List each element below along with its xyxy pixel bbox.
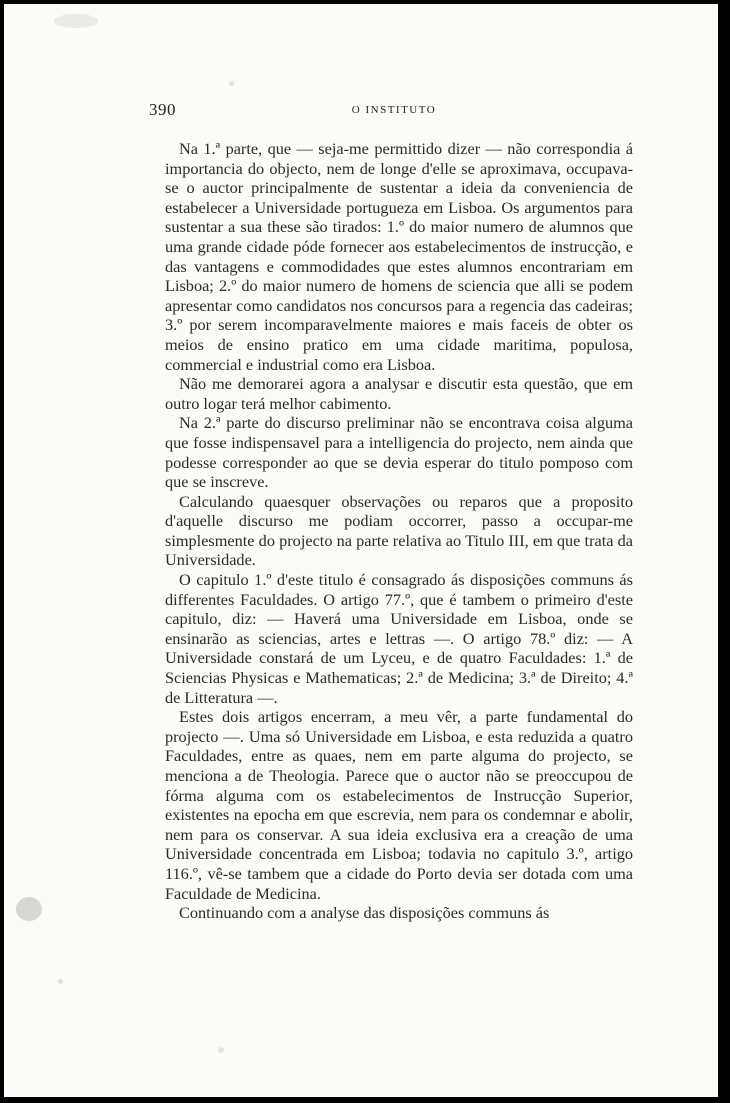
paper-speck xyxy=(229,81,234,86)
journal-title: O INSTITUTO xyxy=(351,104,437,116)
paragraph: Continuando com a analyse das disposições communs ás xyxy=(179,903,550,923)
body-text xyxy=(165,139,633,923)
paper-stain xyxy=(54,14,98,28)
paper-stain xyxy=(16,897,42,921)
paragraph: O capitulo 1.º d'este titulo é consagrado ás disposições communs ás differentes Faculdades. O artigo 77.º, que é tambem o primeiro d'este capitulo, diz: — Haverá uma Universidade em Lisboa, onde se ensinarão as sciencias, artes e lettras —. O artigo 78.º diz: — A Universidade constará de um Lyceu, e de quatro Faculdades: 1.ª de Sciencias Physicas e Mathematicas; 2.ª de Medicina; 3.ª de Direito; 4.ª de Litteratura —. xyxy=(165,570,633,707)
paragraph: Estes dois artigos encerram, a meu vêr, a parte fundamental do projecto —. Uma só Universidade em Lisboa, e esta reduzida a quatro Faculdades, entre as quaes, nem em parte alguma do projecto, se menciona a de Theologia. Parece que o auctor não se preoccupou de fórma alguma com os estabelecimentos de Instrucção Superior, existentes na epocha em que escrevia, nem para os condemnar e abolir, nem para os conservar. A sua ideia exclusiva era a creação de uma Universidade concentrada em Lisboa; todavia no capitulo 3.º, artigo 116.º, vê-se tambem que a cidade do Porto devia ser dotada com uma Faculdade de Medicina. xyxy=(165,707,633,903)
paragraph: Não me demorarei agora a analysar e discutir esta questão, que em outro logar terá melhor cabimento. xyxy=(165,374,633,413)
running-head xyxy=(149,100,639,126)
paper-speck xyxy=(58,979,63,984)
page-number: 390 xyxy=(149,100,176,119)
paragraph: Na 2.ª parte do discurso preliminar não se encontrava coisa alguma que fosse indispensavel para a intelligencia do projecto, nem ainda que podesse corresponder ao que se devia esperar do titulo pomposo com que se inscreve. xyxy=(165,413,633,492)
paragraph: Na 1.ª parte, que — seja-me permittido dizer — não correspondia á importancia do objecto, nem de longe d'elle se aproximava, occupava-se o auctor principalmente de sustentar a ideia da conveniencia de estabelecer a Universidade portugueza em Lisboa. Os argumentos para sustentar a sua these são tirados: 1.º do maior numero de alumnos que uma grande cidade póde fornecer aos estabelecimentos de instrucção, e das vantagens e commodidades que estes alumnos encontrariam em Lisboa; 2.º do maior numero de homens de sciencia que alli se podem apresentar como candidatos nos concursos para a regencia das cadeiras; 3.º por serem incomparavelmente maiores e mais faceis de obter os meios de ensino pratico em uma cidade maritima, populosa, commercial e industrial como era Lisboa. xyxy=(165,139,633,374)
document-page xyxy=(4,4,718,1097)
paragraph: Calculando quaesquer observações ou reparos que a proposito d'aquelle discurso me podiam occorrer, passo a occupar-me simplesmente do projecto na parte relativa ao Titulo III, em que trata da Universidade. xyxy=(165,491,633,570)
paper-speck xyxy=(218,1047,224,1053)
